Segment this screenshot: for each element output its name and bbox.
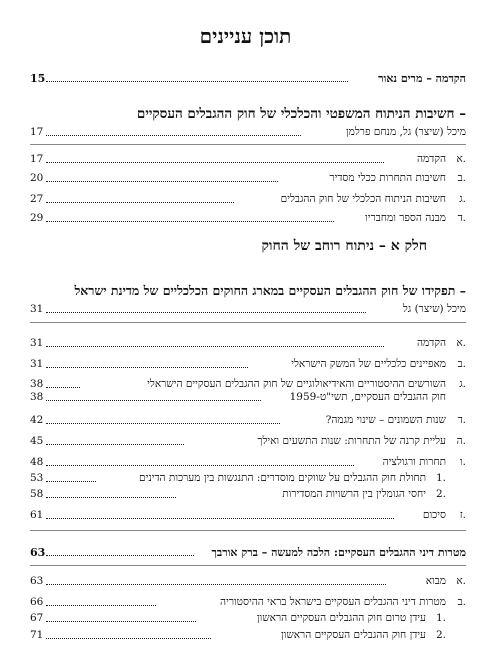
page-number: 29 xyxy=(30,212,44,224)
author-name: מיכל (שיצר) גל xyxy=(402,303,466,315)
divider xyxy=(30,144,466,145)
entry-text: מאפיינים כלכליים של המשק הישראלי xyxy=(291,358,446,370)
chapter-heading-entry[interactable] xyxy=(30,546,466,559)
toc-entry[interactable] xyxy=(30,596,466,609)
entry-text: מבוא xyxy=(425,575,446,587)
entry-number: ג. xyxy=(459,378,466,390)
page-number: 20 xyxy=(30,172,44,184)
toc-entry[interactable] xyxy=(30,435,466,448)
entry-text: השורשים ההיסטוריים והאידיאולוגיים של חוק ההגבלים העסקיים הישראלי xyxy=(147,378,446,390)
entry-text: חוק ההגבלים העסקיים, תשי"ט-1959 xyxy=(289,391,446,403)
page-number: 17 xyxy=(30,126,44,138)
toc-entry[interactable] xyxy=(30,337,466,350)
toc-entry[interactable] xyxy=(30,391,466,404)
toc-entry-intro[interactable] xyxy=(30,72,466,85)
author-name: מיכל (שיצר) גל, מנחם פרלמן xyxy=(345,126,466,138)
entry-text: מטרות דיני ההגבלים העסקיים: הלכה למעשה – ברק אורבך xyxy=(211,546,466,559)
entry-number: א. xyxy=(456,575,466,587)
entry-number: ו. xyxy=(459,456,466,468)
toc-entry-author[interactable] xyxy=(30,303,466,316)
entry-text: סיכום xyxy=(422,509,446,521)
page-number: 31 xyxy=(30,358,44,370)
entry-number: 1. xyxy=(435,472,446,484)
entry-text: הקדמה xyxy=(417,153,446,165)
dot-leader xyxy=(46,584,386,585)
divider xyxy=(30,322,466,323)
entry-text: חשיבות התחרות ככלי מסדיר xyxy=(329,172,446,184)
dot-leader xyxy=(46,555,194,556)
page-number: 31 xyxy=(30,303,44,315)
chapter-heading: חשיבות הניתוח המשפטי והכלכלי של חוק ההגבלים העסקיים – xyxy=(136,106,466,122)
toc-entry[interactable] xyxy=(30,612,466,625)
toc-entry[interactable] xyxy=(30,629,466,642)
dot-leader xyxy=(46,621,196,622)
dot-leader xyxy=(46,423,280,424)
dot-leader xyxy=(46,465,354,466)
dot-leader xyxy=(46,135,301,136)
dot-leader xyxy=(46,367,248,368)
entry-text: יחסי הגומלין בין הרשויות המסדירות xyxy=(282,488,426,500)
entry-number: 2. xyxy=(435,629,446,641)
page-number: 45 xyxy=(30,435,44,447)
entry-text: עליית קרנה של התחרות: שנות התשעים ואילך xyxy=(257,435,446,447)
dot-leader xyxy=(46,162,384,163)
dot-leader xyxy=(46,221,334,222)
entry-number: ב. xyxy=(457,172,466,184)
page-number: 66 xyxy=(30,596,44,608)
toc-entry-author[interactable] xyxy=(30,126,466,139)
toc-entry[interactable] xyxy=(30,472,466,485)
page-number: 48 xyxy=(30,456,44,468)
page-number: 31 xyxy=(30,337,44,349)
page-number: 17 xyxy=(30,153,44,165)
page-number: 63 xyxy=(30,546,46,559)
entry-text: שנות השמונים – שינוי מגמה? xyxy=(325,414,446,426)
toc-entry[interactable] xyxy=(30,378,466,391)
page-number: 63 xyxy=(30,575,44,587)
divider xyxy=(30,530,466,531)
entry-number: 1. xyxy=(435,612,446,624)
entry-number: 2. xyxy=(435,488,446,500)
entry-text: חשיבות הניתוח הכלכלי של חוק ההגבלים xyxy=(280,193,446,205)
page-number: 71 xyxy=(30,629,44,641)
page-number: 38 xyxy=(30,378,44,390)
part-heading: חלק א – ניתוח רוחב של החוק xyxy=(261,238,427,254)
entry-text: עידן חוק ההגבלים העסקיים הראשון xyxy=(280,629,426,641)
entry-number: א. xyxy=(456,337,466,349)
dot-leader xyxy=(46,638,211,639)
entry-number: ב. xyxy=(457,358,466,370)
page-number: 67 xyxy=(30,612,44,624)
dot-leader xyxy=(46,312,366,313)
entry-text: תחרות ורגולציה xyxy=(382,456,446,468)
dot-leader xyxy=(46,605,156,606)
toc-entry[interactable] xyxy=(30,358,466,371)
toc-entry[interactable] xyxy=(30,153,466,166)
page-number: 27 xyxy=(30,193,44,205)
dot-leader xyxy=(46,202,234,203)
toc-entry[interactable] xyxy=(30,193,466,206)
toc-entry[interactable] xyxy=(30,509,466,522)
dot-leader xyxy=(46,518,394,519)
dot-leader xyxy=(46,181,278,182)
page-number: 38 xyxy=(30,391,44,403)
entry-number: ד. xyxy=(457,414,466,426)
toc-entry[interactable] xyxy=(30,488,466,501)
dot-leader xyxy=(46,346,384,347)
toc-entry[interactable] xyxy=(30,414,466,427)
page-number: 53 xyxy=(30,472,44,484)
chapter-heading: תפקידו של חוק ההגבלים העסקיים במארג החוקים הכלכליים של מדינת ישראל – xyxy=(74,283,466,298)
page-number: 15 xyxy=(30,72,46,85)
toc-entry[interactable] xyxy=(30,575,466,588)
entry-number: ז. xyxy=(459,509,466,521)
dot-leader xyxy=(46,387,80,388)
entry-number: ב. xyxy=(457,596,466,608)
entry-text: תחולת חוק ההגבלים על שווקים מוסדרים: התנגשות בין מערכות הדינים xyxy=(139,472,426,484)
entry-number: ה. xyxy=(456,435,466,447)
dot-leader xyxy=(46,481,96,482)
entry-text: מטרות דיני ההגבלים העסקיים בישראל בראי ההיסטוריה xyxy=(220,596,446,608)
page-number: 61 xyxy=(30,509,44,521)
dot-leader xyxy=(46,81,348,82)
dot-leader xyxy=(46,444,184,445)
entry-text: הקדמה xyxy=(417,337,446,349)
page-number: 42 xyxy=(30,414,44,426)
toc-entry[interactable] xyxy=(30,456,466,469)
entry-number: ג. xyxy=(459,193,466,205)
page-number: 58 xyxy=(30,488,44,500)
entry-text: מבנה הספר ומחבריו xyxy=(365,212,446,224)
entry-number: א. xyxy=(456,153,466,165)
page-title: תוכן עניינים xyxy=(199,24,292,48)
divider xyxy=(30,565,466,566)
entry-text: הקדמה – מרים נאור xyxy=(378,72,466,85)
toc-entry[interactable] xyxy=(30,172,466,185)
toc-entry[interactable] xyxy=(30,212,466,225)
dot-leader xyxy=(46,400,261,401)
entry-text: עידן טרום חוק ההגבלים העסקיים הראשון xyxy=(256,612,426,624)
dot-leader xyxy=(46,497,176,498)
entry-number: ד. xyxy=(457,212,466,224)
